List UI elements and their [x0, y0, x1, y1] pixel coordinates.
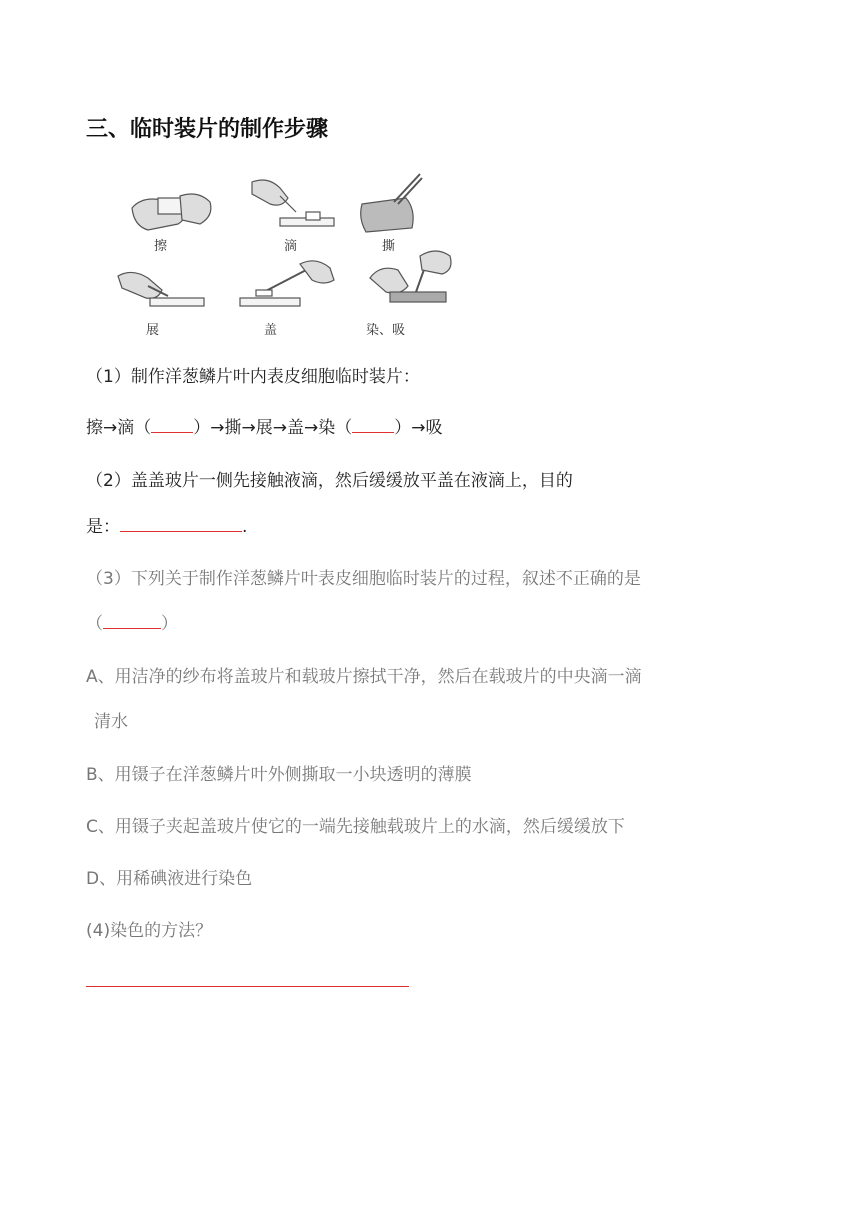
question-2-prefix: 是：	[86, 517, 120, 537]
sequence-part-b: ）→撕→展→盖→染（	[193, 418, 353, 438]
wipe-illustration	[132, 194, 211, 230]
paren-close: ）	[161, 614, 178, 634]
question-3-answer-line	[86, 609, 178, 634]
cover-illustration	[240, 261, 334, 306]
question-2-end: .	[242, 517, 248, 537]
answer-line-stain-method[interactable]	[86, 986, 409, 987]
drop-illustration	[252, 180, 334, 226]
option-b: B、用镊子在洋葱鳞片叶外侧撕取一小块透明的薄膜	[86, 765, 472, 785]
section-heading: 三、临时装片的制作步骤	[86, 117, 329, 142]
caption-spread: 展	[146, 323, 160, 338]
caption-wipe: 擦	[154, 239, 168, 254]
question-2-line2	[86, 512, 247, 537]
blank-purpose[interactable]	[120, 515, 242, 532]
sequence-part-a: 擦→滴（	[86, 418, 152, 438]
blank-after-stain[interactable]	[352, 416, 394, 433]
sequence-part-c: ）→吸	[394, 418, 443, 438]
caption-tear: 撕	[382, 239, 396, 254]
question-1-text: （1）制作洋葱鳞片叶内表皮细胞临时装片：	[86, 367, 420, 387]
blank-after-drop[interactable]	[151, 416, 193, 433]
caption-stain-absorb: 染、吸	[366, 323, 406, 338]
question-1-sequence	[86, 413, 442, 438]
option-d: D、用稀碘液进行染色	[86, 869, 253, 889]
caption-cover: 盖	[264, 323, 278, 338]
procedure-figure	[110, 168, 470, 344]
option-c: C、用镊子夹起盖玻片使它的一端先接触载玻片上的水滴，然后缓缓放下	[86, 817, 625, 837]
option-a-line2: 清水	[94, 712, 128, 732]
tear-illustration	[361, 174, 422, 232]
stain-illustration	[370, 251, 451, 302]
blank-choice[interactable]	[103, 612, 161, 629]
caption-drop: 滴	[284, 239, 298, 254]
option-a-line1: A、用洁净的纱布将盖玻片和载玻片擦拭干净，然后在载玻片的中央滴一滴	[86, 667, 642, 687]
spread-illustration	[118, 272, 204, 306]
question-2-line1: （2）盖盖玻片一侧先接触液滴，然后缓缓放平盖在液滴上，目的	[86, 471, 573, 491]
paren-open: （	[86, 614, 103, 634]
question-3-stem: （3）下列关于制作洋葱鳞片叶表皮细胞临时装片的过程，叙述不正确的是	[86, 569, 641, 589]
question-4-text: (4)染色的方法？	[86, 921, 213, 941]
